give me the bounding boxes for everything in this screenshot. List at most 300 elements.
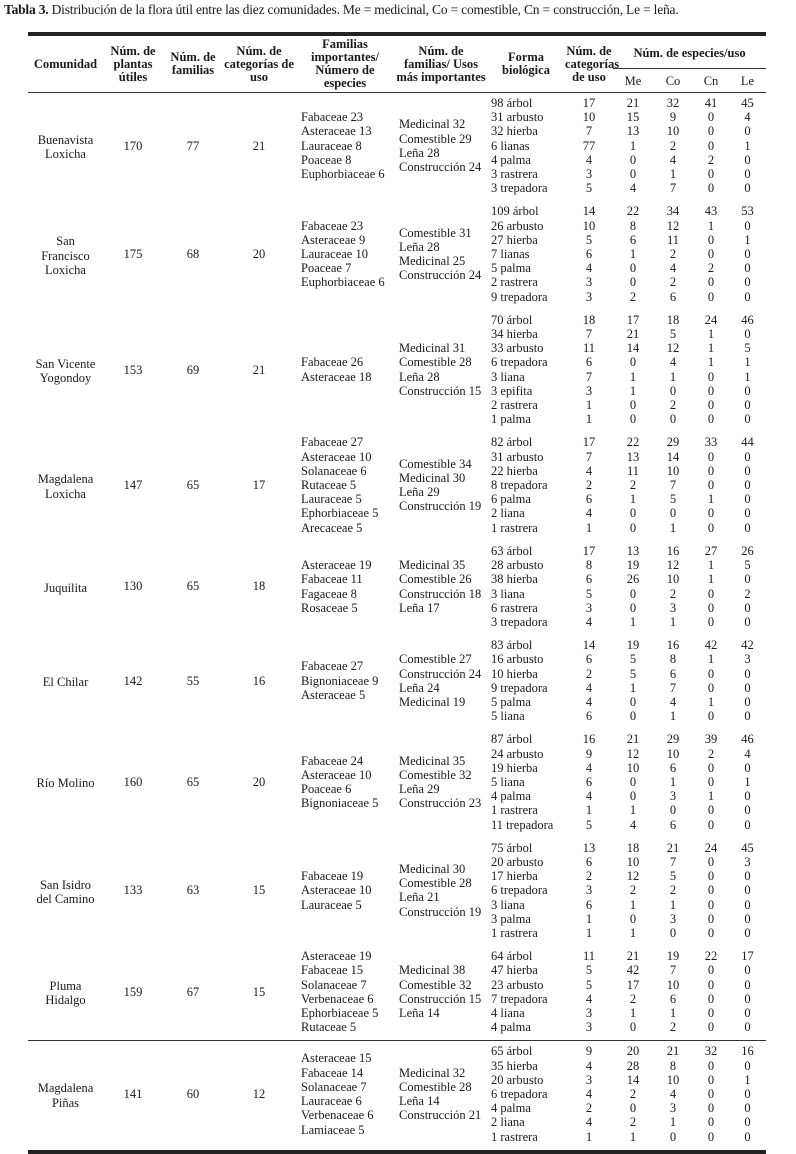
cn-value: 39: [704, 732, 718, 747]
familias-importantes: [295, 93, 395, 202]
le-value-column: [729, 838, 766, 946]
me-value: 0: [629, 355, 637, 370]
me-value: 13: [626, 124, 640, 139]
forma-biologica: 38 hierba: [491, 572, 538, 587]
co-value: 3: [669, 1101, 677, 1116]
me-value-column: [613, 729, 653, 837]
uso-item: Construcción 24: [399, 268, 482, 283]
le-value: 0: [744, 1101, 751, 1116]
co-value: 14: [666, 449, 680, 464]
me-value: 1: [629, 897, 637, 912]
cn-value: 1: [707, 218, 715, 233]
cn-value-column: [693, 729, 729, 837]
uso-item: Leña 29: [399, 782, 440, 797]
cn-value: 1: [707, 572, 715, 587]
le-value: 0: [744, 869, 751, 884]
le-value: 0: [744, 1020, 751, 1035]
forma-biologica: 6 trepadora: [491, 355, 548, 370]
num-categorias-uso: 11: [582, 949, 596, 964]
forma-biologica: 16 arbusto: [491, 652, 544, 667]
le-value: 0: [744, 152, 751, 167]
me-value: 21: [626, 327, 640, 342]
table-row: [28, 93, 766, 202]
header-familias: Núm. de familias: [163, 34, 223, 93]
le-value: 0: [744, 1005, 751, 1020]
familia-item: Poaceae 6: [301, 782, 352, 797]
co-value: 1: [669, 369, 677, 384]
num-categorias-uso: 5: [585, 977, 593, 992]
me-value: 1: [629, 138, 637, 153]
uso-item: Medicinal 32: [399, 117, 466, 132]
co-value: 10: [666, 1072, 680, 1087]
table-body: [28, 93, 766, 1152]
forma-biologica-column: [487, 201, 565, 309]
forma-biologica: 3 rastrera: [491, 167, 538, 182]
me-value: 1: [629, 680, 637, 695]
familia-item: Lauraceae 6: [301, 1094, 362, 1109]
le-value: 45: [741, 840, 754, 855]
uso-item: Medicinal 25: [399, 254, 466, 269]
uso-item: Construcción 19: [399, 499, 482, 514]
cn-value: 0: [707, 709, 715, 724]
le-value: 46: [741, 732, 754, 747]
le-value: 0: [744, 666, 751, 681]
cn-value: 0: [707, 383, 715, 398]
usos-importantes: [395, 201, 487, 309]
me-value-column: [613, 946, 653, 1041]
cn-value-column: [693, 838, 729, 946]
num-plantas-utiles: 153: [123, 362, 143, 377]
cn-value-column: [693, 93, 729, 202]
forma-biologica: 5 palma: [491, 694, 531, 709]
num-categorias-uso: 4: [585, 789, 593, 804]
me-value: 21: [626, 732, 640, 747]
familias-importantes: [295, 729, 395, 837]
familia-item: Ephorbiaceae 5: [301, 1005, 379, 1020]
le-value: 0: [744, 600, 751, 615]
cn-value: 0: [707, 520, 715, 535]
uso-item: Comestible 32: [399, 767, 472, 782]
cn-value: 33: [704, 435, 718, 450]
forma-biologica: 20 arbusto: [491, 1072, 544, 1087]
header-le: Le: [729, 69, 766, 93]
forma-biologica: 34 hierba: [491, 327, 538, 342]
le-value: 0: [744, 911, 751, 926]
co-value-column: [653, 838, 693, 946]
forma-biologica: 32 hierba: [491, 124, 538, 139]
familia-item: Poaceae 7: [301, 261, 352, 276]
me-value-column: [613, 310, 653, 433]
co-value: 2: [669, 883, 677, 898]
me-value: 0: [629, 520, 637, 535]
co-value: 1: [669, 167, 677, 182]
forma-biologica: 17 hierba: [491, 869, 538, 884]
num-categorias-uso: 7: [585, 449, 593, 464]
me-value: 12: [626, 746, 640, 761]
num-categorias-uso: 2: [585, 666, 593, 681]
co-value: 12: [666, 218, 680, 233]
uso-item: Construcción 23: [399, 796, 482, 811]
cn-value: 0: [707, 666, 715, 681]
num-categorias-uso: 5: [585, 963, 593, 978]
cn-value: 0: [707, 369, 715, 384]
forma-biologica: 75 árbol: [491, 840, 533, 855]
me-value: 6: [629, 232, 637, 247]
le-value: 0: [744, 803, 751, 818]
me-value: 28: [626, 1058, 640, 1073]
uso-item: Comestible 26: [399, 572, 472, 587]
le-value: 0: [744, 1058, 751, 1073]
me-value: 1: [629, 369, 637, 384]
num-categorias-uso: 3: [585, 275, 593, 290]
familia-item: Asteraceae 9: [301, 232, 366, 247]
me-value: 1: [629, 383, 637, 398]
cn-value: 24: [704, 840, 718, 855]
cn-value: 0: [707, 478, 715, 493]
cn-value-column: [693, 432, 729, 540]
uso-item: Comestible 31: [399, 225, 472, 240]
co-value: 4: [669, 152, 677, 167]
co-value: 3: [669, 789, 677, 804]
forma-biologica: 4 liana: [491, 1005, 525, 1020]
co-value: 11: [666, 232, 680, 247]
cn-value: 24: [704, 312, 718, 327]
num-categorias-uso: 1: [585, 520, 593, 535]
uso-item: Leña 21: [399, 890, 440, 905]
cn-value: 0: [707, 1072, 715, 1087]
num-categorias-uso: 6: [585, 652, 593, 667]
cn-value: 0: [707, 398, 715, 413]
co-value: 4: [669, 694, 677, 709]
forma-biologica: 11 trepadora: [491, 817, 554, 832]
num-plantas-utiles: 160: [123, 774, 143, 789]
me-value: 0: [629, 167, 637, 182]
num-categorias-uso: 6: [585, 247, 593, 262]
uso-item: Construcción 21: [399, 1108, 482, 1123]
familia-item: Bignoniaceae 5: [301, 796, 379, 811]
uso-item: Construcción 24: [399, 159, 482, 174]
le-value-column: [729, 1041, 766, 1152]
le-value: 0: [744, 789, 751, 804]
co-value: 0: [669, 506, 677, 521]
forma-biologica: 2 liana: [491, 1115, 525, 1130]
forma-biologica: 4 palma: [491, 789, 531, 804]
uso-item: Construcción 19: [399, 904, 482, 919]
co-value: 2: [669, 398, 677, 413]
familia-item: Poaceae 8: [301, 152, 352, 167]
forma-biologica: 2 rastrera: [491, 398, 538, 413]
forma-biologica: 83 árbol: [491, 638, 533, 653]
forma-biologica: 8 trepadora: [491, 478, 548, 493]
header-plantas: Núm. de plantas útiles: [103, 34, 163, 93]
le-value: 0: [744, 991, 751, 1006]
me-value: 1: [629, 1129, 637, 1144]
le-value: 0: [744, 478, 751, 493]
le-value-column: [729, 432, 766, 540]
forma-biologica: 6 palma: [491, 492, 531, 507]
co-value: 19: [666, 949, 680, 964]
num-familias: 65: [186, 774, 200, 789]
me-value: 0: [629, 152, 637, 167]
familia-item: Rutaceae 5: [301, 478, 357, 493]
co-value: 3: [669, 600, 677, 615]
cn-value: 0: [707, 680, 715, 695]
forma-biologica: 1 rastrera: [491, 925, 538, 940]
forma-biologica: 6 trepadora: [491, 1087, 548, 1101]
num-categorias-uso: 2: [585, 1101, 593, 1116]
uso-item: Medicinal 31: [399, 341, 466, 356]
forma-biologica: 9 trepadora: [491, 289, 548, 304]
le-value-column: [729, 201, 766, 309]
uso-item: Medicinal 35: [399, 558, 466, 573]
le-value: 0: [744, 817, 751, 832]
me-value: 0: [629, 600, 637, 615]
cn-value: 0: [707, 124, 715, 139]
community-name: Magdalena Piñas: [28, 1041, 103, 1152]
forma-biologica: 28 arbusto: [491, 558, 544, 573]
me-value: 0: [629, 1020, 637, 1035]
me-value: 8: [629, 218, 637, 233]
familia-item: Asteraceae 10: [301, 767, 372, 782]
co-value: 2: [669, 138, 677, 153]
cn-value: 0: [707, 854, 715, 869]
cn-value: 0: [707, 614, 715, 629]
num-categorias: 15: [223, 946, 295, 1041]
cn-value: 27: [704, 543, 718, 558]
le-value: 0: [744, 124, 751, 139]
le-value: 1: [744, 1072, 751, 1087]
header-especies-uso: Núm. de especies/uso: [613, 34, 766, 69]
num-familias: 60: [163, 1041, 223, 1152]
le-value: 0: [744, 1087, 751, 1101]
cn-value: 0: [707, 275, 715, 290]
uso-item: Comestible 28: [399, 355, 472, 370]
familia-item: Euphorbiaceae 6: [301, 275, 385, 290]
le-value-column: [729, 946, 766, 1041]
co-value: 0: [669, 803, 677, 818]
forma-biologica: 26 arbusto: [491, 218, 544, 233]
co-value-column: [653, 310, 693, 433]
co-value: 12: [666, 341, 680, 356]
cn-value-column: [693, 310, 729, 433]
co-value: 5: [669, 492, 677, 507]
co-value: 5: [669, 869, 677, 884]
forma-biologica: 2 liana: [491, 506, 525, 521]
cn-value: 43: [704, 204, 718, 219]
num-categorias-uso: 3: [585, 883, 593, 898]
le-value: 42: [741, 638, 754, 653]
me-value: 12: [626, 869, 640, 884]
num-categorias-uso-column: [565, 93, 613, 202]
me-value: 1: [629, 614, 637, 629]
usos-importantes: [395, 946, 487, 1041]
table-row: [28, 635, 766, 729]
num-categorias-uso: 6: [585, 774, 593, 789]
num-categorias-uso: 4: [585, 463, 593, 478]
num-plantas-utiles: 175: [123, 247, 143, 262]
me-value: 11: [626, 463, 640, 478]
header-cn: Cn: [693, 69, 729, 93]
forma-biologica: 3 trepadora: [491, 614, 548, 629]
me-value: 22: [626, 204, 640, 219]
familia-item: Fabaceae 14: [301, 1065, 364, 1080]
num-familias: 68: [186, 247, 200, 262]
familia-item: Fabaceae 24: [301, 753, 364, 768]
num-categorias-uso-column: [565, 201, 613, 309]
forma-biologica: 1 rastrera: [491, 520, 538, 535]
me-value: 2: [629, 883, 637, 898]
cn-value: 1: [707, 652, 715, 667]
cn-value: 1: [707, 355, 715, 370]
me-value: 2: [629, 991, 637, 1006]
forma-biologica: 27 hierba: [491, 232, 538, 247]
usos-importantes: [395, 838, 487, 946]
usos-importantes: [395, 93, 487, 202]
uso-item: Medicinal 32: [399, 1065, 466, 1080]
me-value: 20: [626, 1044, 640, 1059]
co-value: 6: [669, 817, 677, 832]
cn-value: 42: [704, 638, 718, 653]
num-categorias-uso: 6: [585, 854, 593, 869]
me-value: 13: [626, 449, 640, 464]
forma-biologica: 5 liana: [491, 774, 525, 789]
forma-biologica: 4 palma: [491, 1020, 531, 1035]
cn-value-column: [693, 1041, 729, 1152]
num-categorias-uso: 4: [585, 1058, 593, 1073]
num-categorias-uso-column: [565, 541, 613, 635]
forma-biologica: 4 palma: [491, 152, 531, 167]
community-name: Río Molino: [36, 776, 95, 791]
co-value-column: [653, 946, 693, 1041]
cn-value: 41: [704, 96, 718, 110]
uso-item: Construcción 18: [399, 586, 482, 601]
familia-item: Asteraceae 15: [301, 1051, 372, 1066]
co-value: 4: [669, 355, 677, 370]
le-value: 0: [744, 463, 751, 478]
me-value: 0: [629, 506, 637, 521]
num-categorias-uso: 4: [585, 694, 593, 709]
familias-importantes: [295, 432, 395, 540]
forma-biologica: 23 arbusto: [491, 977, 544, 992]
cn-value: 0: [707, 247, 715, 262]
co-value: 0: [669, 925, 677, 940]
forma-biologica: 3 liana: [491, 897, 525, 912]
uso-item: Construcción 15: [399, 383, 482, 398]
cn-value: 0: [707, 991, 715, 1006]
forma-biologica: 3 trepadora: [491, 181, 548, 196]
cn-value: 0: [707, 760, 715, 775]
cn-value: 0: [707, 774, 715, 789]
me-value: 1: [629, 492, 637, 507]
co-value-column: [653, 729, 693, 837]
forma-biologica: 31 arbusto: [491, 449, 544, 464]
co-value: 1: [669, 614, 677, 629]
community-name: Juquilita: [43, 580, 88, 595]
cn-value: 0: [707, 289, 715, 304]
forma-biologica-column: [487, 946, 565, 1041]
uso-item: Comestible 28: [399, 1079, 472, 1094]
num-categorias-uso: 6: [585, 709, 593, 724]
forma-biologica: 64 árbol: [491, 949, 533, 964]
me-value: 0: [629, 709, 637, 724]
me-value: 15: [626, 110, 640, 125]
community-name: El Chilar: [42, 675, 89, 690]
familia-item: Fabaceae 11: [301, 572, 363, 587]
me-value: 14: [626, 341, 640, 356]
forma-biologica: 47 hierba: [491, 963, 538, 978]
cn-value: 1: [707, 694, 715, 709]
num-categorias-uso: 3: [585, 383, 593, 398]
cn-value: 2: [707, 261, 715, 276]
uso-item: Leña 28: [399, 369, 440, 384]
co-value: 0: [669, 383, 677, 398]
forma-biologica-column: [487, 729, 565, 837]
num-categorias-uso: 9: [585, 1044, 593, 1059]
co-value: 29: [666, 732, 680, 747]
me-value: 0: [629, 398, 637, 413]
co-value: 1: [669, 1115, 677, 1130]
uso-item: Leña 14: [399, 1005, 440, 1020]
familia-item: Fabaceae 19: [301, 869, 364, 884]
co-value-column: [653, 432, 693, 540]
header-usos: Núm. de familias/ Usos más importantes: [395, 34, 487, 93]
cn-value-column: [693, 541, 729, 635]
familias-importantes: [295, 310, 395, 433]
le-value: 17: [741, 949, 754, 964]
num-categorias: 15: [252, 883, 266, 898]
forma-biologica-column: [487, 838, 565, 946]
le-value: 53: [741, 204, 754, 219]
num-plantas-utiles: 147: [123, 478, 143, 493]
co-value: 10: [666, 746, 680, 761]
num-categorias-uso: 6: [585, 897, 593, 912]
familia-item: Lauraceae 8: [301, 138, 362, 153]
community-name: Magdalena Loxicha: [37, 472, 94, 501]
le-value: 0: [744, 709, 751, 724]
uso-item: Construcción 15: [399, 991, 482, 1006]
cn-value: 1: [707, 558, 715, 573]
co-value: 7: [669, 963, 677, 978]
cn-value: 0: [707, 412, 715, 427]
uso-item: Medicinal 35: [399, 753, 466, 768]
cn-value-column: [693, 635, 729, 729]
forma-biologica: 6 trepadora: [491, 883, 548, 898]
num-categorias-uso: 4: [585, 1115, 593, 1130]
cn-value: 0: [707, 449, 715, 464]
cn-value: 0: [707, 911, 715, 926]
forma-biologica: 35 hierba: [491, 1058, 538, 1073]
me-value: 0: [629, 789, 637, 804]
le-value: 4: [744, 746, 751, 761]
le-value: 0: [744, 218, 751, 233]
num-categorias-uso: 4: [585, 614, 593, 629]
me-value: 0: [629, 275, 637, 290]
co-value: 3: [669, 911, 677, 926]
num-categorias-uso: 16: [582, 732, 596, 747]
le-value: 1: [744, 138, 751, 153]
me-value: 18: [626, 840, 640, 855]
num-categorias-uso: 18: [582, 312, 596, 327]
num-categorias-uso: 1: [585, 398, 593, 413]
co-value: 1: [669, 709, 677, 724]
le-value: 0: [744, 261, 751, 276]
num-categorias-uso: 8: [585, 558, 593, 573]
cn-value-column: [693, 201, 729, 309]
uso-item: Leña 28: [399, 239, 440, 254]
forma-biologica: 63 árbol: [491, 543, 533, 558]
num-categorias-uso-column: [565, 946, 613, 1041]
num-familias: 63: [186, 883, 200, 898]
